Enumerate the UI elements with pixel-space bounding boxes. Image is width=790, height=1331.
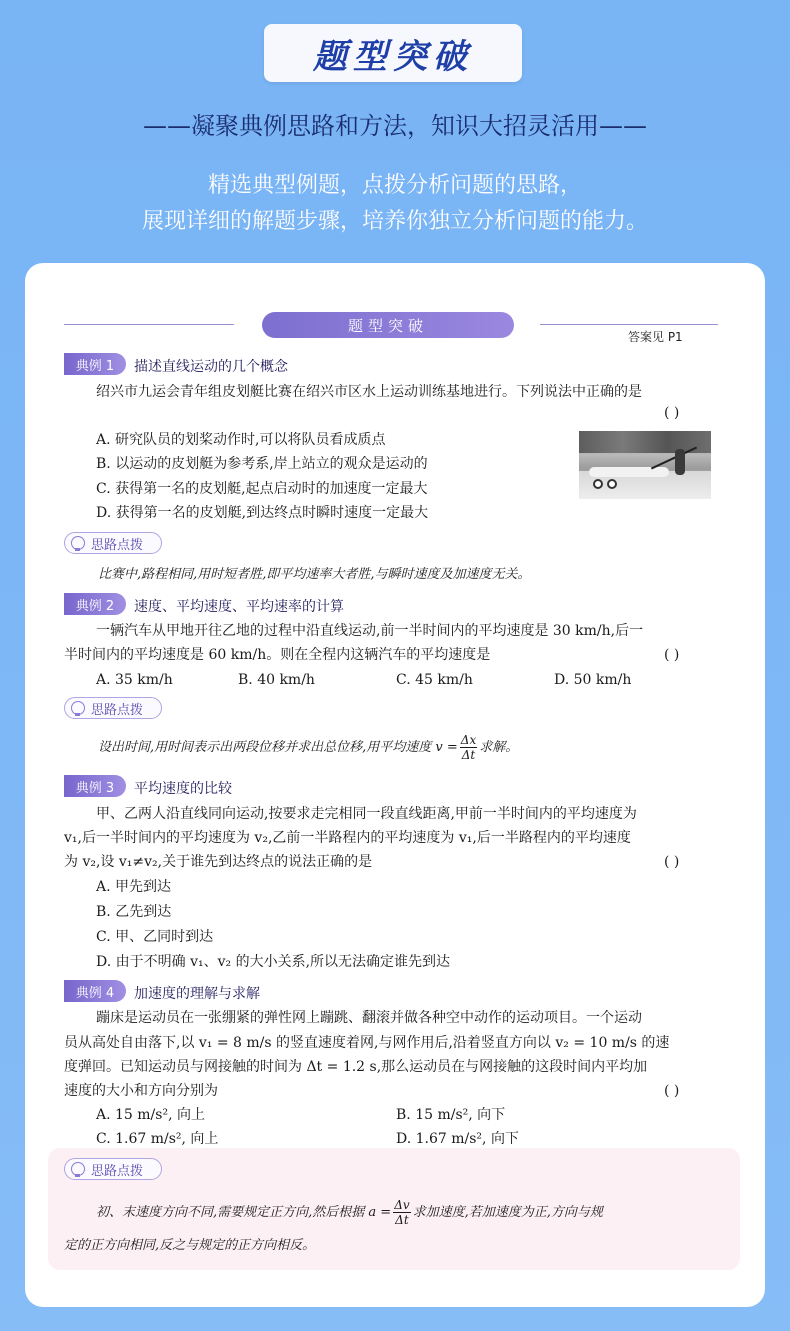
example-4-stem-line-4: 速度的大小和方向分别为 [64, 1083, 218, 1099]
example-2-tag: 典例 2 [64, 593, 126, 615]
example-2-hint-tag [64, 697, 162, 719]
example-1-option-c: C. 获得第一名的皮划艇,起点启动时的加速度一定最大 [96, 481, 428, 497]
example-3-option-c: C. 甲、乙同时到达 [96, 929, 214, 945]
title-badge-text: 题型突破 [313, 36, 473, 77]
example-2-stem-line-1: 一辆汽车从甲地开往乙地的过程中沿直线运动,前一半时间内的平均速度是 30 km/h,后一 [96, 623, 644, 639]
example-2-title: 速度、平均速度、平均速率的计算 [134, 599, 344, 615]
example-1-answer-paren: ( ) [664, 405, 680, 421]
example-2-hint-pre: 设出时间,用时间表示出两段位移并求出总位移,用平均速度 v = [98, 740, 458, 755]
example-2-stem-line-2: 半时间内的平均速度是 60 km/h。则在全程内这辆汽车的平均速度是 [64, 647, 491, 663]
example-2-hint [98, 733, 518, 762]
section-divider-right [540, 324, 718, 325]
section-title: 题型突破 [262, 312, 514, 338]
intro-line-1: 精选典型例题，点拨分析问题的思路， [207, 173, 582, 198]
example-4-tag: 典例 4 [64, 980, 126, 1002]
example-4-hint-pre: 初、末速度方向不同,需要规定正方向,然后根据 a = [96, 1205, 392, 1220]
example-3-answer-paren: ( ) [664, 854, 680, 870]
example-2-option-d: D. 50 km/h [554, 672, 632, 688]
example-3-stem-line-1: 甲、乙两人沿直线同向运动,按要求走完相同一段直线距离,甲前一半时间内的平均速度为 [96, 806, 637, 822]
example-2-option-a: A. 35 km/h [96, 672, 173, 688]
example-4-option-b: B. 15 m/s², 向下 [396, 1107, 506, 1123]
example-4-hint-post: 求加速度,若加速度为正,方向与规 [412, 1205, 603, 1220]
example-3-option-d: D. 由于不明确 v₁、v₂ 的大小关系,所以无法确定谁先到达 [96, 954, 451, 970]
example-4-hint-line-1 [96, 1198, 603, 1227]
example-3-option-a: A. 甲先到达 [96, 879, 172, 895]
title-badge [264, 24, 522, 82]
hint-label: 思路点拨 [91, 537, 144, 553]
answer-reference: 答案见 P1 [628, 330, 683, 344]
lightbulb-icon [71, 1162, 85, 1176]
example-4-stem-line-2: 员从高处自由落下,以 v₁ = 8 m/s 的竖直速度着网,与网作用后,沿着竖直方向以 v₂ = 10 m/s 的速 [64, 1035, 670, 1051]
fraction-numerator: Δx [460, 733, 477, 747]
fraction-denominator: Δt [461, 748, 476, 762]
example-2-hint-post: 求解。 [479, 740, 519, 755]
hint-label: 思路点拨 [91, 702, 144, 718]
example-1-option-a: A. 研究队员的划桨动作时,可以将队员看成质点 [96, 432, 386, 448]
hint-label: 思路点拨 [91, 1163, 144, 1179]
example-3-stem-line-3: 为 v₂,设 v₁≠v₂,关于谁先到达终点的说法正确的是 [64, 854, 373, 870]
intro-line-2: 展现详细的解题步骤，培养你独立分析问题的能力。 [141, 209, 648, 234]
avg-velocity-fraction [460, 733, 477, 762]
fraction-denominator: Δt [395, 1213, 409, 1227]
example-4-stem-line-1: 蹦床是运动员在一张绷紧的弹性网上蹦跳、翻滚并做各种空中动作的运动项目。一个运动 [96, 1010, 642, 1026]
example-4-option-a: A. 15 m/s², 向上 [96, 1107, 205, 1123]
kayak-photo [579, 431, 711, 499]
lightbulb-icon [71, 701, 85, 715]
acceleration-fraction [393, 1198, 410, 1227]
example-4-hint-line-2: 定的正方向相同,反之与规定的正方向相反。 [64, 1238, 316, 1253]
example-2-option-b: B. 40 km/h [238, 672, 315, 688]
example-2-answer-paren: ( ) [664, 647, 680, 663]
example-3-stem-line-2: v₁,后一半时间内的平均速度为 v₂,乙前一半路程内的平均速度为 v₁,后一半路程内的平均速度 [64, 830, 631, 846]
example-4-answer-paren: ( ) [664, 1083, 680, 1099]
lightbulb-icon [71, 536, 85, 550]
example-1-hint: 比赛中,路程相同,用时短者胜,即平均速率大者胜,与瞬时速度及加速度无关。 [98, 567, 531, 582]
section-divider-left [64, 324, 234, 325]
example-4-option-c: C. 1.67 m/s², 向上 [96, 1131, 219, 1147]
example-4-option-d: D. 1.67 m/s², 向下 [396, 1131, 519, 1147]
example-1-stem: 绍兴市九运会青年组皮划艇比赛在绍兴市区水上运动训练基地进行。下列说法中正确的是 [96, 384, 642, 400]
fraction-numerator: Δv [394, 1198, 410, 1212]
slogan: ——凝聚典例思路和方法，知识大招灵活用—— [143, 112, 647, 140]
example-1-option-d: D. 获得第一名的皮划艇,到达终点时瞬时速度一定最大 [96, 505, 429, 521]
example-4-stem-line-3: 度弹回。已知运动员与网接触的时间为 Δt = 1.2 s,那么运动员在与网接触的这段时间内平均加 [64, 1059, 648, 1075]
example-3-option-b: B. 乙先到达 [96, 904, 172, 920]
example-1-title: 描述直线运动的几个概念 [134, 359, 288, 375]
example-3-title: 平均速度的比较 [134, 781, 232, 797]
example-4-title: 加速度的理解与求解 [134, 986, 260, 1002]
example-3-tag: 典例 3 [64, 775, 126, 797]
example-4-hint-tag [64, 1158, 162, 1180]
example-1-option-b: B. 以运动的皮划艇为参考系,岸上站立的观众是运动的 [96, 456, 428, 472]
example-1-tag: 典例 1 [64, 353, 126, 375]
example-2-option-c: C. 45 km/h [396, 672, 473, 688]
example-1-hint-tag [64, 532, 162, 554]
